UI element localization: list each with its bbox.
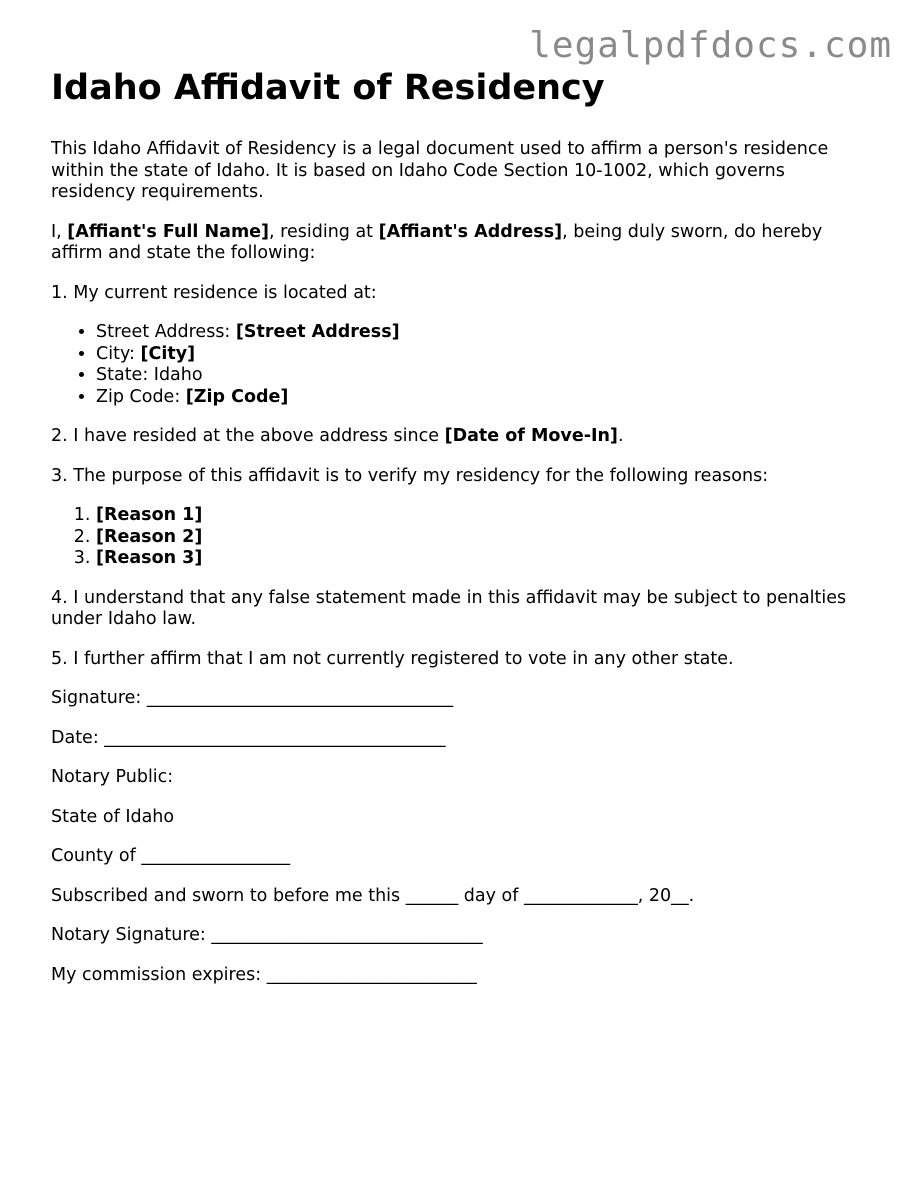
item-4: 4. I understand that any false statement made in this affidavit may be subject to penalties under Idaho law. [51,587,847,629]
notary-label: Notary Public: [51,767,174,787]
affirmation-paragraph [51,222,871,265]
list-item-state [96,365,871,387]
list-item-city [96,344,871,366]
zip-label: Zip Code: [96,386,186,407]
watermark: legalpdfdocs.com [529,25,892,66]
item-2-text: 2. I have resided at the above address since [51,426,445,446]
affirmation-prefix: I, [51,221,68,242]
reasons-list [51,505,871,570]
intro-paragraph: This Idaho Affidavit of Residency is a legal document used to affirm a person's residence within the state of Idaho. It is based on Idaho Code Section 10-1002, which governs residency requirements. [51,139,829,202]
reason-placeholder: [Reason 3] [96,548,203,568]
reason-placeholder: [Reason 2] [96,526,203,547]
state-label: State: Idaho [96,365,203,385]
list-item-reason [96,505,871,527]
item-5: 5. I further affirm that I am not currently registered to vote in any other state. [51,648,734,669]
city-placeholder: [City] [140,343,196,364]
item-2 [51,426,871,448]
list-item-street [96,322,871,344]
commission-line: My commission expires: ________________________ [51,964,477,985]
page-title: Idaho Affidavit of Residency [51,68,605,108]
item-1: 1. My current residence is located at: [51,282,377,303]
city-label: City: [96,343,141,364]
item-2-end: . [617,426,624,446]
affiant-address-placeholder: [Affiant's Address] [378,221,563,242]
street-placeholder: [Street Address] [235,322,400,342]
affiant-name-placeholder: [Affiant's Full Name] [67,221,270,242]
state-line: State of Idaho [51,806,175,827]
move-in-date-placeholder: [Date of Move-In] [444,426,618,446]
signature-line: Signature: ___________________________________ [51,688,454,708]
list-item-reason [96,527,871,549]
list-item-reason [96,548,871,570]
reason-placeholder: [Reason 1] [96,505,203,525]
zip-placeholder: [Zip Code] [185,386,289,407]
sworn-line: Subscribed and sworn to before me this ______ day of _____________, 20__. [51,885,695,906]
notary-signature-line: Notary Signature: _______________________________ [51,925,483,945]
item-3: 3. The purpose of this affidavit is to verify my residency for the following reasons: [51,465,769,486]
date-line: Date: _______________________________________ [51,727,446,748]
county-line: County of _________________ [51,846,291,866]
address-list [51,322,871,408]
document-body [51,66,871,1004]
street-label: Street Address: [96,322,236,342]
affirmation-suffix: , being duly sworn, do hereby affirm and state the following: [51,221,823,263]
affirmation-middle: , residing at [269,221,379,242]
list-item-zip [96,387,871,409]
